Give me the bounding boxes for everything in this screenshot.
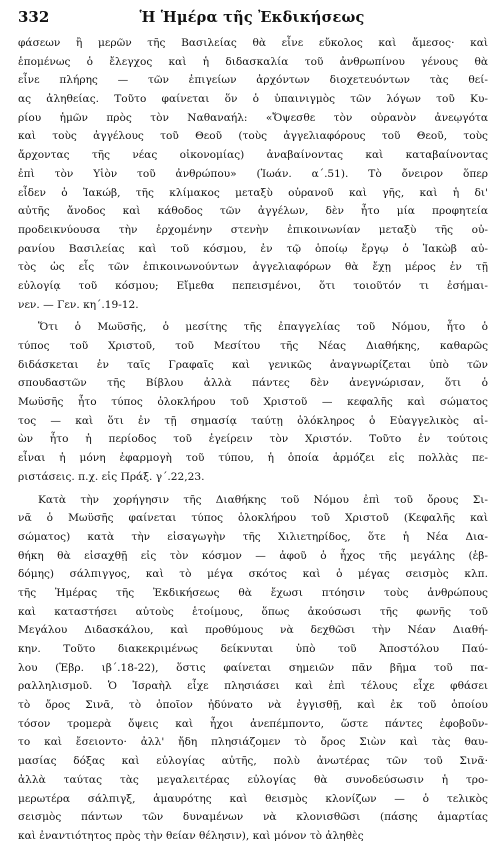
text-line: νᾶ ὁ Μωϋσῆς φαίνεται τύπος ὁλοκλήρου τοῦ Χριστοῦ (Κεφαλῆς καὶ [18,512,488,525]
text-line: τόσον τρομερὰ ὄψεις καὶ ἦχοι ἀνεπέμποντο, ὥστε πάντες ἐφοβοῦν- [18,717,488,730]
text-line: ριστάσεις. π.χ. εἰς Πράξ. γ΄.22,23. [18,470,205,483]
text-line: αὐτῆς ἄνοδος καὶ κάθοδος τῶν ἀγγέλων, δὲν ἦτο μία προφητεία [18,205,488,218]
text-line: εἶδεν ὁ Ἰακώβ, τῆς κλίμακος μεταξὺ οὐρανοῦ καὶ γῆς, καὶ ἡ δι' [18,186,488,199]
text-line: κην. Τοῦτο διακεκριμένως δείκνυται ὑπὸ τοῦ Ἀποστόλου Παύ- [18,643,488,655]
paragraph [18,318,488,486]
text-line: ἀλλὰ ταύτας τὰς μεγαλειτέρας εὐλογίας θὰ συνοδεύσωσιν ἡ τρο- [18,773,488,786]
page-number: 332 [18,8,50,26]
text-line: ρανίου Βασιλείας καὶ τοῦ κόσμου, ἐν τῷ ὁποίῳ ἔργῳ ὁ Ἰακὼβ αὐ- [18,242,488,255]
text-line: ἑπομένως ὁ ἔλεγχος καὶ ἡ διδασκαλία τοῦ ἀνθρωπίνου γένους θὰ [18,55,488,68]
body-text [18,34,488,846]
text-line: τῆς Ἡμέρας τῆς Ἐκδικήσεως θὰ ἔχωσι πτόησιν τοὺς ἀνθρώπους [18,586,488,599]
text-line: ἐπὶ τὸν Υἱὸν τοῦ ἀνθρώπου» (Ἰωάν. α΄.51). Τὸ ὄνειρον ὅπερ [18,167,488,180]
text-line: ὼν ἦτο ἡ περίοδος τοῦ ἐγείρειν τὸν Χριστόν. Τοῦτο ἐν τούτοις [18,433,488,446]
text-line: τὸς ὡς εἷς τῶν ἐπικοινωνούντων ἀγγελιαφόρων θὰ ἔχῃ μέρος ἐν τῇ [18,261,488,274]
text-line: μασίας δόξας καὶ εὐλογίας αὐτῆς, πολὺ ἀνωτέρας τῶν τοῦ Σινᾶ· [18,755,488,768]
text-line: Κατὰ τὴν χορήγησιν τῆς Διαθήκης τοῦ Νόμου ἐπὶ τοῦ ὄρους Σι- [38,493,488,506]
text-line: το καὶ ἔσειοντο· ἀλλ' ἤδη πλησιάζομεν τὸ ὄρος Σιὼν καὶ τὰς θαυ- [18,736,488,749]
text-line: φάσεων ἢ μερῶν τῆς Βασιλείας θὰ εἶνε εὔκολος καὶ ἄμεσος· καὶ [18,37,488,49]
text-line: σεισμὸς πάντων τῶν δυναμένων νὰ κλονισθῶσι (πάσης ἁμαρτίας [18,811,488,824]
page-header [18,8,486,28]
text-line: τος — καὶ ὅτι ἐν τῇ σημασίᾳ ταύτῃ ὁλόκληρος ὁ Εὐαγγελικὸς αἰ- [18,414,488,427]
text-line: τὸ ὄρος Σινᾶ, τὸ ὁποῖον ἠδύνατο νὰ ἐγγισθῇ, καὶ ἐκ τοῦ ὁποίου [18,699,488,712]
text-line: ραλληλισμοῦ. Ὁ Ἰσραὴλ εἶχε πλησιάσει καὶ ἐπὶ τέλους εἶχε φθάσει [18,680,488,693]
text-line: καὶ καταστήσει αὐτοὺς ἑτοίμους, ὅπως ἀκούσωσι τῆς φωνῆς τοῦ [18,605,488,618]
text-line: διδάσκεται ἐν ταῖς Γραφαῖς καὶ γενικῶς ἀναγνωρίζεται ὑπὸ τῶν [18,358,488,371]
paragraph [18,34,488,314]
text-line: ρίου ἡμῶν πρὸς τὸν Ναθαναήλ: «Ὄψεσθε τὸν οὐρανὸν ἀνεῳγότα [18,111,488,124]
text-line: καὶ ἐναντιότητος πρὸς τὴν θείαν θέλησιν), καὶ μόνον τὸ ἀληθὲς [18,829,364,842]
text-line: εἶναι ἡ μόνη ἐφαρμογὴ τοῦ τύπου, ἡ ὁποία ἁρμόζει εἰς πολλὰς πε- [18,452,488,465]
text-line: Μωϋσῆς ἦτο τύπος ὁλοκλήρου τοῦ Χριστοῦ — κεφαλῆς καὶ σώματος [18,396,488,409]
text-line: θήκη θὰ εἰσαχθῇ εἰς τὸν κόσμον — ἀφοῦ ὁ ἦχος τῆς μεγάλης (ἑβ- [18,549,488,562]
text-line: σπουδαστῶν τῆς Βίβλου ἀλλὰ πάντες δὲν ἀνεγνώρισαν, ὅτι ὁ [18,377,488,390]
text-line: εἶνε πλήρης — τῶν ἐπιγείων ἀρχόντων διοχετευόντων τὰς θεί- [18,74,488,87]
text-line: νεν. — Γεν. κη΄.19-12. [18,298,139,311]
running-title: Ἡ Ἡμέρα τῆς Ἐκδικήσεως [139,9,365,26]
text-line: σώματος) κατὰ τὴν εἰσαγωγὴν τῆς Χιλιετηρίδος, ὅτε ἡ Νέα Δια- [18,530,488,543]
text-line: καὶ τοὺς ἀγγέλους τοῦ Θεοῦ (τοὺς ἀγγελιαφόρους τοῦ Θεοῦ, τοὺς [18,130,488,143]
text-line: τύπος τοῦ Χριστοῦ, τοῦ Μεσίτου τῆς Νέας Διαθήκης, καθαρῶς [18,340,488,352]
text-line: προδεικνύουσα τὴν ἐρχομένην στενὴν ἐπικοινωνίαν μεταξὺ τῆς οὐ- [18,223,488,236]
text-line: ας ἀληθείας. Τοῦτο φαίνεται ὅν ὁ ὑπαινιγμὸς τῶν λόγων τοῦ Κυ- [18,93,488,106]
text-line: εὐλογίᾳ τοῦ κόσμου; Εἴμεθα πεπεισμένοι, ὅτι τοιοῦτόν τι ἐσήμαι- [18,279,488,292]
text-line: δόμης) σάλπιγγος, καὶ τὸ μέγα σκότος καὶ ὁ μέγας σεισμὸς κλπ. [18,568,488,581]
text-line: μερωτέρα σάλπιγξ, ἀμαυρότης καὶ θεισμὸς κλονίζων — ὁ τελικὸς [18,792,488,805]
text-line: Μεγάλου Διδασκάλου, καὶ προθύμους νὰ δεχθῶσι τὴν Νέαν Διαθή- [18,624,488,637]
paragraph [18,491,488,846]
text-line: Ὅτι ὁ Μωϋσῆς, ὁ μεσίτης τῆς ἐπαγγελίας τοῦ Νόμου, ἦτο ὁ [38,321,488,334]
text-line: ἄρχοντας τῆς νέας οἰκονομίας) ἀναβαίνοντας καὶ καταβαίνοντας [18,149,488,162]
text-line: λου (Ἑβρ. ιβ΄.18-22), ὅστις φαίνεται σημειῶν πᾶν βῆμα τοῦ πα- [18,661,488,674]
